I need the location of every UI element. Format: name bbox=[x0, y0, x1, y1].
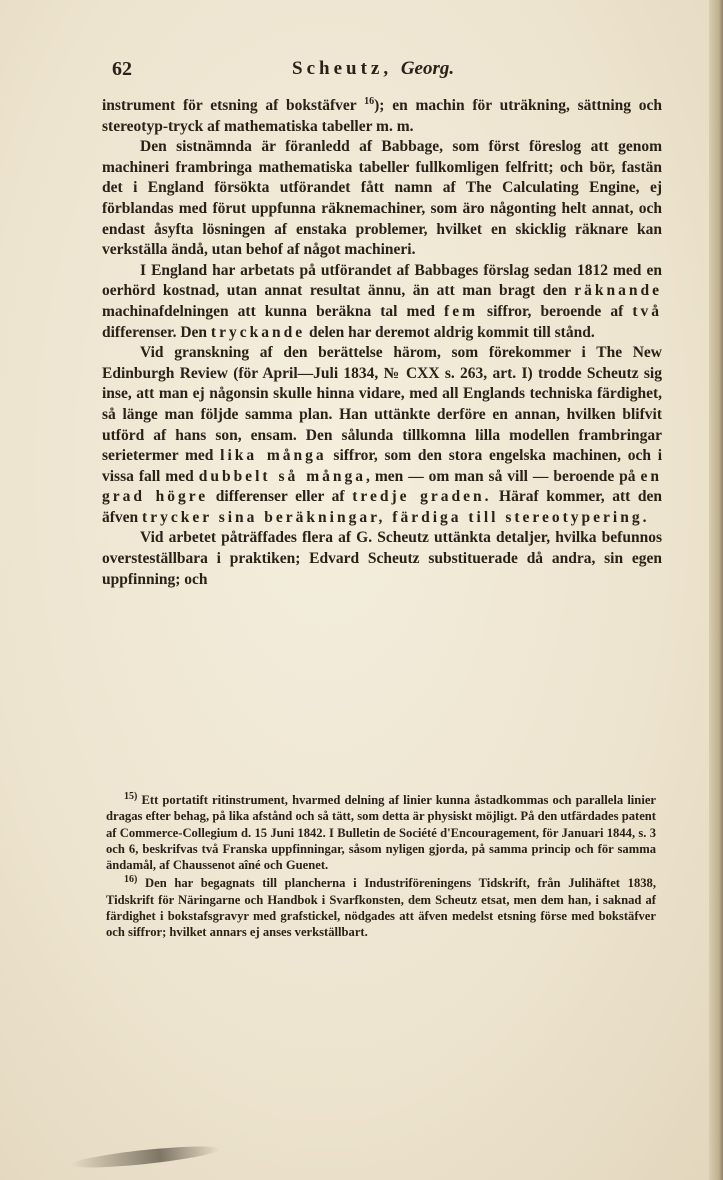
text-run: Häraf kommer, att den äfven bbox=[102, 488, 663, 526]
text-run: siffror, som den stora engelska machinen, och i vissa fall med bbox=[102, 447, 663, 485]
page-header bbox=[112, 58, 672, 86]
text-run: differenser eller af bbox=[215, 488, 345, 506]
paragraph-2: Den sistnämnda är föranledd af Babbage, som först föreslog att genom machineri frambringa mathematiska tabeller fullkomligen felfritt; och bör, fastän det i England försökta utförandet fått namn af The Calculating Engine, ej förblandas med förut uppfunna räknemachiner, som äro någonting helt annat, och endast åsyfta lösningen af enstaka problemer, hvilket en skicklig räknare kan verkställa ändå, utan behof af något machineri. bbox=[102, 138, 662, 259]
text-run: differenser. Den bbox=[102, 323, 208, 341]
running-head-firstname: Georg. bbox=[400, 58, 455, 79]
spaced-text: en grad högre bbox=[102, 467, 663, 506]
paragraph-1 bbox=[102, 96, 662, 137]
main-text bbox=[102, 96, 662, 590]
text-run: Den har begagnats till plancherna i Industriföreningens Tidskrift, från Julihäftet 1838, Tidskrift för Näringarne och Handbok i Svarfkonsten, dem Scheutz etsat, men dem han, i saknad af färdighet i bokstafsgravyr med grafstickel, nödgades att äfven medelst etsning förse med bokstäfver och siffror; hvilket annars ej anses verkställbart. bbox=[106, 876, 656, 940]
text-run: siffror, beroende af bbox=[487, 302, 624, 320]
text-run: , men — om man så vill — beroende på bbox=[366, 467, 636, 485]
page-spine-edge bbox=[709, 0, 723, 1180]
spaced-text: räknande bbox=[574, 282, 663, 300]
page-number: 62 bbox=[112, 58, 132, 80]
text-run: delen har deremot aldrig kommit till stånd. bbox=[308, 323, 595, 341]
footnote-mark: 15) bbox=[124, 790, 138, 802]
spaced-text: trycker sina beräkningar, färdiga till stereotypering. bbox=[142, 508, 650, 526]
text-run: I Bulletin de Société d'Encouragement, för Januari 1844, s. 3 och 6, beskrifvas två Franska uppfinningar, såsom nyligen gjorda, på samma princip och för samma ändamål, af Chaussenot aîné och Guenet. bbox=[106, 825, 656, 873]
spaced-text: fem bbox=[444, 302, 478, 320]
paragraph-5: Vid arbetet påträffades flera af G. Scheutz uttänkta detaljer, hvilka befunnos oversteställbara i praktiken; Edvard Scheutz substituerade då andra, sin egen uppfinning; och bbox=[102, 529, 662, 588]
spaced-text: dubbelt så många bbox=[198, 467, 367, 485]
text-run: instrument för etsning af bokstäfver bbox=[102, 97, 357, 114]
spaced-text: lika många bbox=[220, 447, 327, 465]
paragraph-4 bbox=[102, 343, 662, 528]
text-run: Vid granskning af den berättelse härom, som förekommer i The New Edinburgh Review (för April—Juli 1834, № CXX s. 263, art. I) trodde Scheutz sig inse, att man ej någonsin skulle hinna vidare, med all Englands techniska färdighet, så länge man följde samma plan. Han uttänkte derföre en annan, hvilken blifvit utförd af hans son, ensam. Den sålunda tillkomna lilla modellen frambringar serietermer med bbox=[102, 344, 662, 465]
spaced-text: tryckande bbox=[210, 323, 306, 341]
text-run: 15 Juni 1842. bbox=[254, 825, 326, 840]
text-run: Ett portatift ritinstrument, hvarmed delning af linier kunna åstadkommas och parallela linier dragas efter behag, på lika afstånd och så tätt, som detta är physiskt möjligt. På den utfärdades patent af Commerce-Collegium d. bbox=[106, 793, 656, 840]
text-run: ); en machin för uträkning, sättning och stereotyp-tryck af mathematiska tabeller m. m. bbox=[102, 97, 663, 135]
footnote-ref-16: 16 bbox=[364, 95, 375, 107]
ink-smudge bbox=[70, 1142, 221, 1172]
footnote-15 bbox=[106, 792, 656, 873]
paragraph-3 bbox=[102, 261, 662, 343]
footnote-mark: 16) bbox=[124, 874, 138, 886]
text-run: I England har arbetats på utförandet af Babbages förslag sedan 1812 med en oerhörd kostnad, utan annat resultat ännu, än att man bragt den bbox=[102, 261, 662, 300]
footnote-16 bbox=[106, 875, 656, 940]
spaced-text: tredje graden. bbox=[352, 488, 492, 506]
spaced-text: två bbox=[632, 302, 663, 320]
running-head-name: Scheutz, bbox=[292, 58, 393, 79]
running-head bbox=[292, 58, 454, 80]
text-run: machinafdelningen att kunna beräkna tal med bbox=[102, 302, 435, 320]
footnotes bbox=[106, 792, 656, 943]
